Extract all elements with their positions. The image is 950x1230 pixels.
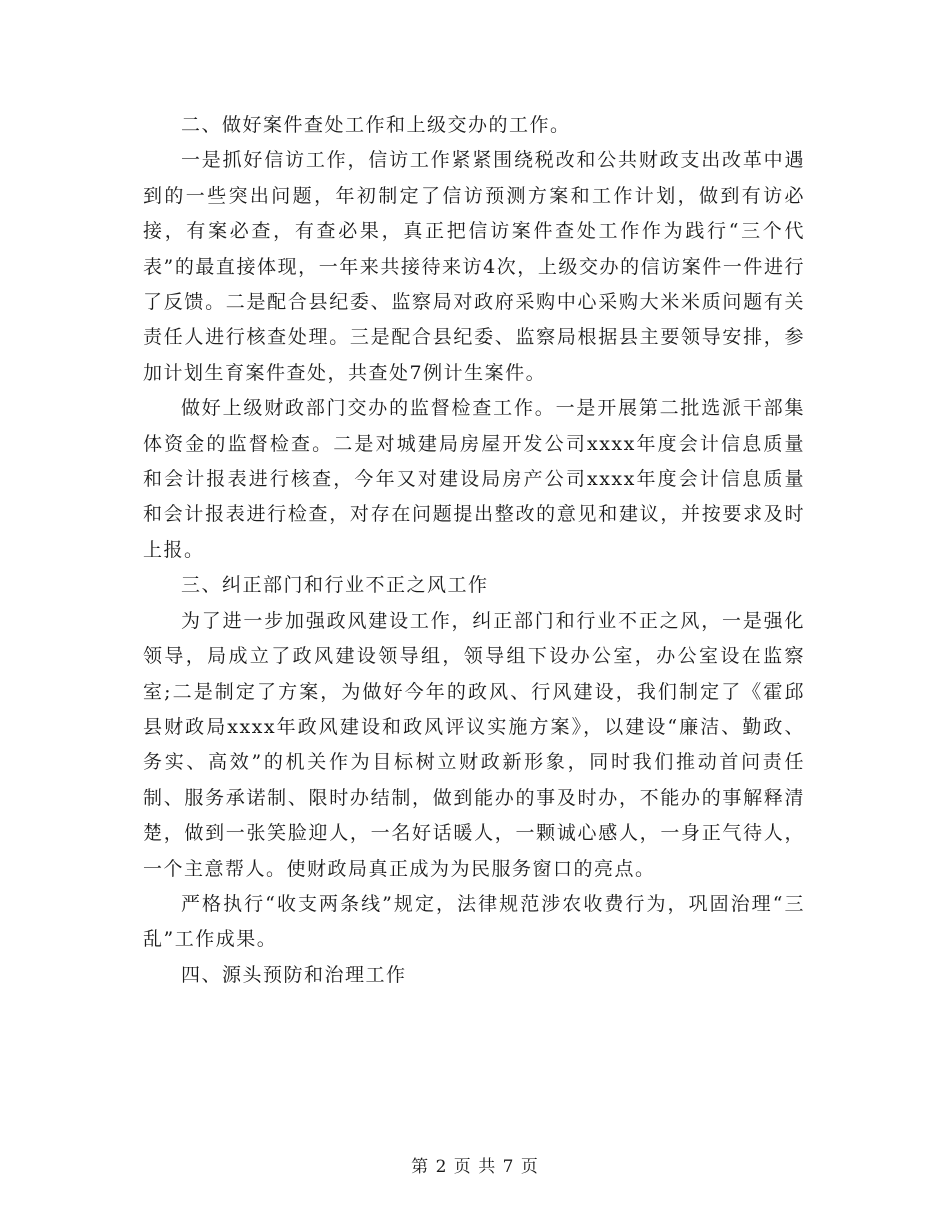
section-heading-3: 三、纠正部门和行业不正之风工作 [181,574,489,597]
section-heading-2: 二、做好案件查处工作和上级交办的工作。 [181,114,571,136]
paragraph-petition-work: 一是抓好信访工作，信访工作紧紧围绕税改和公共财政支出改革中遇到的一些突出问题，年初制定了信访预测方案和工作计划，做到有访必接，有案必查，有查必果，真正把信访案件查处工作作为践行“三个代表”的最直接体现，一年来共接待来访4次，上级交办的信访案件一件进行了反馈。二是配合县纪委、监察局对政府采购中心采购大米米质问题有关责任人进行核查处理。三是配合县纪委、监察局根据县主要领导安排，参加计划生育案件查处，共查处7例计生案件。 [143,149,805,384]
page-footer: 第 2 页 共 7 页 [411,1157,539,1177]
paragraph-supervision-check: 做好上级财政部门交办的监督检查工作。一是开展第二批选派干部集体资金的监督检查。二是对城建局房屋开发公司xxxx年度会计信息质量和会计报表进行核查，今年又对建设局房产公司xxxx年度会计信息质量和会计报表进行检查，对存在问题提出整改的意见和建议，并按要求及时上报。 [143,397,805,561]
paragraph-fee-regulation: 严格执行“收支两条线”规定，法律规范涉农收费行为，巩固治理“三乱”工作成果。 [143,892,805,951]
section-heading-4: 四、源头预防和治理工作 [181,963,407,986]
paragraph-conduct-building: 为了进一步加强政风建设工作，纠正部门和行业不正之风，一是强化领导，局成立了政风建设领导组，领导组下设办公室，办公室设在监察室;二是制定了方案，为做好今年的政风、行风建设，我们制定了《霍邱县财政局xxxx年政风建设和政风评议实施方案》，以建设“廉洁、勤政、务实、高效”的机关作为目标树立财政新形象，同时我们推动首问责任制、服务承诺制、限时办结制，做到能办的事及时办，不能办的事解释清楚，做到一张笑脸迎人，一名好话暖人，一颗诚心感人，一身正气待人，一个主意帮人。使财政局真正成为为民服务窗口的亮点。 [143,609,805,880]
document-body [143,108,805,993]
